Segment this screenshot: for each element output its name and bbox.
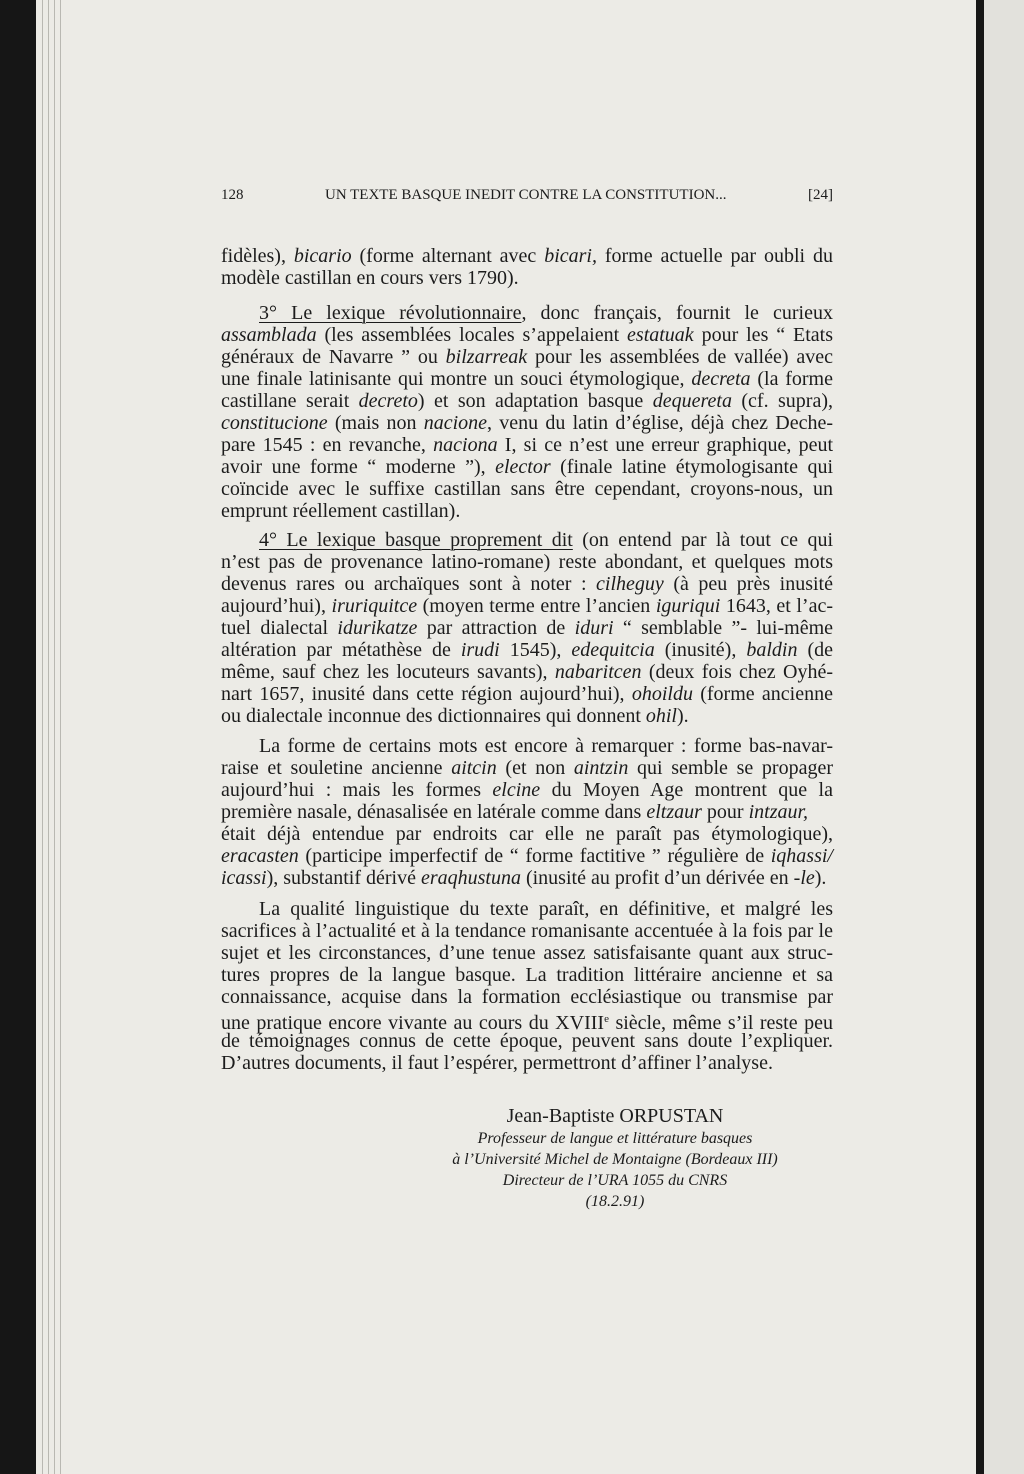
text-line: [221, 456, 833, 478]
italic-term: nabaritcen: [554, 661, 642, 683]
text-run: castillane serait: [221, 390, 359, 412]
italic-term: eltzaur: [646, 801, 702, 823]
author-title: Professeur de langue et littérature basques: [477, 1130, 753, 1147]
text-line: [221, 639, 833, 661]
running-title: UN TEXTE BASQUE INEDIT CONTRE LA CONSTITUTION...: [325, 187, 727, 203]
text-run: ).: [814, 867, 827, 889]
paragraph: [221, 735, 833, 889]
text-run: (mais non: [327, 412, 424, 434]
italic-term: intzaur,: [748, 801, 809, 823]
italic-term: iqhassi/: [770, 845, 833, 867]
text-run: ), substantif dérivé: [266, 867, 421, 889]
text-line: [221, 867, 833, 889]
text-line: [221, 302, 833, 324]
text-line: [221, 595, 833, 617]
text-run: emprunt réellement castillan).: [221, 500, 461, 522]
text-run: La qualité linguistique du texte paraît, en définitive, et malgré les: [259, 898, 833, 920]
text-run: I, si ce n’est une erreur graphique, peut: [497, 434, 834, 456]
text-run: connaissance, acquise dans la formation ecclésiastique ou transmise par: [221, 986, 833, 1008]
page-edge: [60, 0, 61, 1474]
text-line: [221, 964, 833, 986]
italic-term: iruriquitce: [331, 595, 418, 617]
italic-term: idurikatze: [337, 617, 418, 639]
text-run: fidèles),: [221, 245, 294, 267]
text-line: [221, 683, 833, 705]
text-line: [221, 346, 833, 368]
text-run: de témoignages connus de cette époque, peuvent sans doute l’expliquer.: [221, 1030, 833, 1052]
italic-term: naciona: [433, 434, 498, 456]
text-run: modèle castillan en cours vers 1790).: [221, 267, 519, 289]
text-line: [221, 661, 833, 683]
text-run: “ semblable ”- lui-même: [613, 617, 833, 639]
italic-term: irudi: [460, 639, 500, 661]
author-signature: [420, 1104, 810, 1212]
text-line: [221, 1008, 833, 1034]
text-line: [221, 920, 833, 942]
text-run: pare 1545 : en revanche,: [221, 434, 434, 456]
page-edge: [42, 0, 43, 1474]
italic-term: iduri: [574, 617, 614, 639]
text-line: [221, 705, 833, 727]
text-run: devenus rares ou archaïques sont à noter :: [221, 573, 597, 595]
italic-term: elector: [495, 456, 551, 478]
italic-term: bilzarreak: [445, 346, 528, 368]
italic-term: edequitcia: [571, 639, 655, 661]
running-header: [221, 187, 833, 204]
text-line: [221, 478, 833, 500]
text-run: (inusité),: [654, 639, 747, 661]
text-line: [221, 267, 833, 289]
italic-term: estatuak: [627, 324, 694, 346]
text-run: ).: [677, 705, 689, 727]
text-run: (finale latine étymologisante qui: [550, 456, 833, 478]
text-line: [221, 245, 833, 267]
text-run: (forme ancienne: [692, 683, 833, 705]
text-run: était déjà entendue par endroits car elle ne paraît pas étymologique),: [221, 823, 833, 845]
text-line: [221, 617, 833, 639]
italic-term: constitucione: [221, 412, 328, 434]
italic-term: nacione: [423, 412, 488, 434]
text-run: D’autres documents, il faut l’espérer, permettront d’affiner l’analyse.: [221, 1052, 773, 1074]
text-line: [221, 324, 833, 346]
text-run: aujourd’hui),: [221, 595, 332, 617]
text-run: ou dialectale inconnue des dictionnaires qui donnent: [221, 705, 646, 727]
text-run: (la forme: [750, 368, 833, 390]
text-line: [221, 942, 833, 964]
text-line: [221, 1052, 833, 1074]
text-line: [221, 500, 833, 522]
italic-term: aintzin: [573, 757, 629, 779]
italic-term: icassi: [221, 867, 267, 889]
text-line: [221, 412, 833, 434]
text-line: [221, 823, 833, 845]
italic-term: aitcin: [451, 757, 497, 779]
italic-term: eracasten: [221, 845, 299, 867]
text-run: (cf. supra),: [731, 390, 833, 412]
italic-term: ohoildu: [631, 683, 693, 705]
text-line: [221, 551, 833, 573]
superscript: e: [604, 1013, 609, 1025]
italic-term: decreta: [691, 368, 751, 390]
text-run: tuel dialectal: [221, 617, 338, 639]
italic-term: decreto: [358, 390, 418, 412]
italic-term: bicari,: [544, 245, 597, 267]
text-line: [221, 898, 833, 920]
text-run: , venu du latin d’église, déjà chez Deche-: [487, 412, 833, 434]
text-run: sacrifices à l’actualité et à la tendance romanisante accentuée à la fois par le: [221, 920, 833, 942]
text-line: [221, 757, 833, 779]
text-run: (à peu près inusité: [663, 573, 833, 595]
text-run: raise et souletine ancienne: [221, 757, 452, 779]
text-run: (et non: [496, 757, 574, 779]
text-line: [221, 779, 833, 801]
text-run: altération par métathèse de: [221, 639, 461, 661]
italic-term: iguriqui: [655, 595, 721, 617]
text-run: (moyen terme entre l’ancien: [417, 595, 656, 617]
author-position: Directeur de l’URA 1055 du CNRS: [502, 1172, 728, 1189]
text-run: aujourd’hui : mais les formes: [221, 779, 493, 801]
text-line: [221, 801, 833, 823]
text-run: pour: [701, 801, 749, 823]
text-run: nart 1657, inusité dans cette région aujourd’hui),: [221, 683, 632, 705]
text-line: [221, 529, 833, 551]
text-run: par attraction de: [417, 617, 575, 639]
author-affiliation: à l’Université Michel de Montaigne (Bordeaux III): [452, 1151, 778, 1168]
text-run: (deux fois chez Oyhé-: [641, 661, 833, 683]
signature-date: (18.2.91): [585, 1193, 645, 1210]
section-heading: 3° Le lexique révolutionnaire: [259, 302, 522, 324]
section-heading: 4° Le lexique basque proprement dit: [259, 529, 573, 551]
text-run: siècle, même s’il reste peu: [608, 1012, 833, 1034]
text-run: ) et son adaptation basque: [417, 390, 653, 412]
paragraph: [221, 529, 833, 727]
text-run: La forme de certains mots est encore à remarquer : forme bas-navar-: [259, 735, 833, 757]
section-number: [24]: [808, 187, 833, 203]
italic-term: -le: [793, 867, 815, 889]
page-number: 128: [221, 187, 244, 203]
text-run: même, sauf chez les locuteurs savants),: [221, 661, 555, 683]
text-run: sujet et les circonstances, d’une tenue assez satisfaisante quant aux struc-: [221, 942, 833, 964]
text-line: [221, 735, 833, 757]
italic-term: baldin: [746, 639, 798, 661]
text-line: [221, 434, 833, 456]
facing-page-edge: [984, 0, 1024, 1474]
author-name: Jean-Baptiste ORPUSTAN: [506, 1105, 724, 1127]
italic-term: ohil: [645, 705, 677, 727]
text-run: forme actuelle par oubli du: [596, 245, 833, 267]
text-run: coïncide avec le suffixe castillan sans être cependant, croyons-nous, un: [221, 478, 833, 500]
page-edge: [48, 0, 49, 1474]
text-run: une finale latinisante qui montre un souci étymologique,: [221, 368, 692, 390]
italic-term: cilheguy: [596, 573, 664, 595]
paragraph: [221, 302, 833, 522]
paragraph: [221, 898, 833, 1074]
text-run: , donc français, fournit le curieux: [521, 302, 833, 324]
italic-term: elcine: [492, 779, 541, 801]
text-line: [221, 1030, 833, 1052]
text-run: (forme alternant avec: [351, 245, 545, 267]
text-run: une pratique encore vivante au cours du XVIII: [221, 1012, 605, 1034]
italic-term: eraqhustuna: [420, 867, 521, 889]
italic-term: assamblada: [221, 324, 317, 346]
text-run: (on entend par là tout ce qui: [572, 529, 833, 551]
page-edge: [54, 0, 55, 1474]
paragraph: [221, 245, 833, 289]
text-run: (inusité au profit d’un dérivée en: [520, 867, 794, 889]
text-run: (les assemblées locales s’appelaient: [316, 324, 628, 346]
text-run: (de: [797, 639, 833, 661]
italic-term: bicario: [293, 245, 352, 267]
text-run: pour les “ Etats: [693, 324, 833, 346]
text-run: 1643, et l’ac-: [720, 595, 833, 617]
text-run: avoir une forme “ moderne ”),: [221, 456, 496, 478]
text-run: pour les assemblées de vallée) avec: [527, 346, 833, 368]
text-line: [221, 845, 833, 867]
italic-term: dequereta: [652, 390, 732, 412]
text-run: première nasale, dénasalisée en latérale comme dans: [221, 801, 647, 823]
text-run: généraux de Navarre ” ou: [221, 346, 446, 368]
text-line: [221, 390, 833, 412]
text-run: (participe imperfectif de “ forme factitive ” régulière de: [298, 845, 771, 867]
text-run: du Moyen Age montrent que la: [540, 779, 833, 801]
text-run: tures propres de la langue basque. La tradition littéraire ancienne et sa: [221, 964, 833, 986]
text-line: [221, 368, 833, 390]
text-line: [221, 986, 833, 1008]
text-run: 1545),: [499, 639, 572, 661]
text-run: n’est pas de provenance latino-romane) reste abondant, et quelques mots: [221, 551, 833, 573]
text-line: [221, 573, 833, 595]
text-run: qui semble se propager: [628, 757, 833, 779]
